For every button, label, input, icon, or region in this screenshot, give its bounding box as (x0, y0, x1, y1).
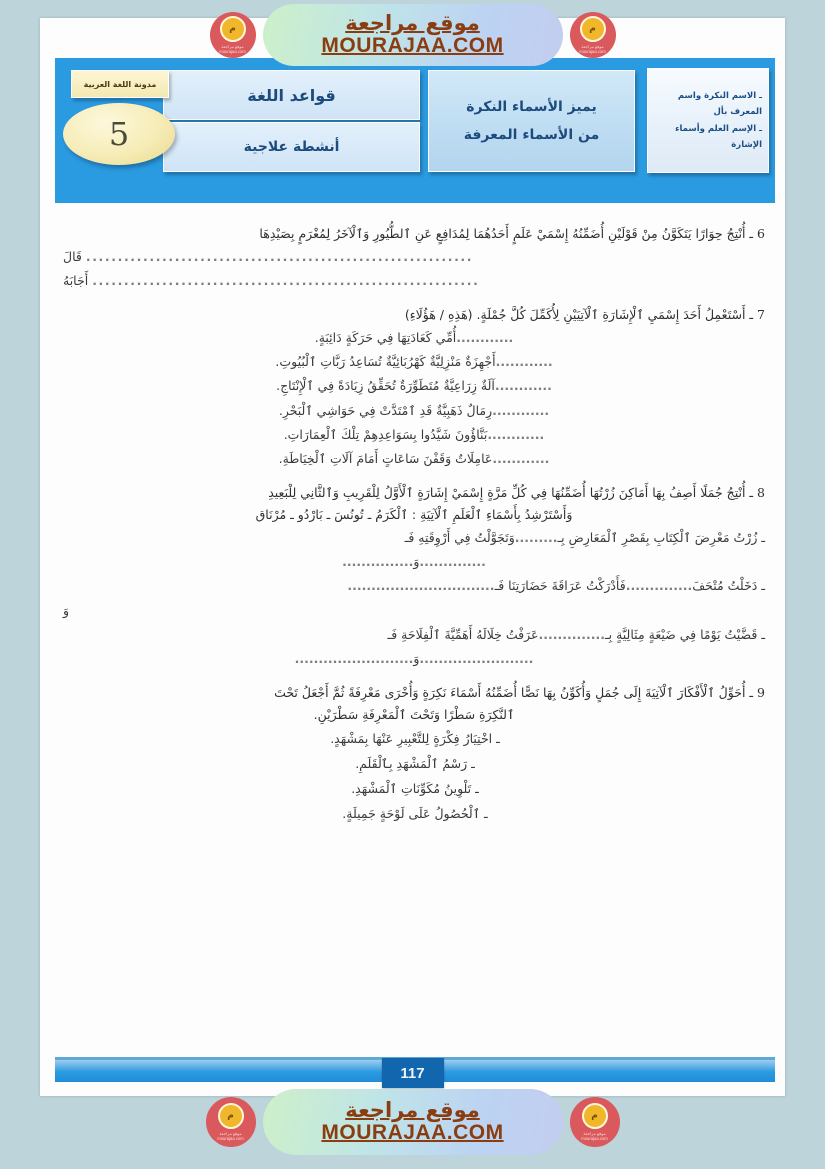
logo-mark: م (591, 1110, 598, 1121)
exercise-8-continuation[interactable] (55, 550, 775, 574)
answer-dots: ............................................................. (85, 248, 474, 264)
exercise-7-item[interactable] (55, 326, 775, 350)
exercise-6-prompt (55, 223, 775, 245)
exercise-9-prompt-2: ٱلنَّكِرَةِ سَطْرًا وَتَحْتَ ٱلْمَعْرِفَةِ سَطْرَيْنِ. (313, 706, 515, 722)
exercise-9-bullet: ـ ٱلْحُصُولُ عَلَى لَوْحَةٍ جَمِيلَةٍ. (342, 805, 488, 821)
sentence-part-b: فَأَدْرَكْتُ عَرَاقَةَ حَضَارَتِنَا فَـ (494, 578, 626, 594)
mourajaa-logo-icon (206, 1097, 256, 1147)
logo-caption: موقع مراجعة mourajaa.com (579, 43, 606, 54)
exercise-6-answer-line-2[interactable] (55, 269, 775, 293)
exercise-6-number: 6 (757, 226, 765, 241)
answer-dots: ......... (514, 529, 558, 545)
exercise-8-continuation[interactable] (55, 647, 775, 671)
exercise-9 (55, 678, 775, 826)
answer-dots: .............. (625, 578, 693, 594)
logo-caption: موقع مراجعة mourajaa.com (217, 1130, 244, 1141)
answer-dots: ............ (456, 329, 514, 345)
conjunction: وَ (413, 553, 420, 569)
header-objective-box (428, 70, 635, 172)
watermark-arabic-text: موقع مراجعة (345, 1098, 480, 1123)
sentence-part-b: وَتَجَوَّلْتُ فِي أَرْوِقَتِهِ فَـ (404, 529, 515, 545)
sentence-part-b: عَرَفْتُ خِلَالَهُ أَهَمِّيَّةَ ٱلْفِلَاحَةِ فَـ (387, 627, 539, 642)
exercise-8 (55, 478, 775, 672)
mourajaa-logo-icon (570, 1097, 620, 1147)
worksheet-header (55, 58, 775, 203)
exercise-9-bullet: ـ رَسْمُ ٱلْمَشْهَدِ بِٱلْقَلَمِ. (355, 755, 475, 771)
logo-ring-icon (582, 1103, 608, 1129)
answer-dots: .............. (538, 627, 605, 642)
exercise-6 (55, 223, 775, 294)
answer-dots: ............ (495, 353, 553, 369)
objective-line-1: يميز الأسماء النكرة (466, 99, 597, 115)
logo-mark: م (227, 1110, 234, 1121)
exercise-7-item[interactable] (55, 423, 775, 447)
answer-dots: ............................................................. (92, 273, 480, 289)
answer-dots: ......................... (294, 651, 414, 667)
exercise-9-bullet: ـ تَلْوِينُ مُكَوِّنَاتِ ٱلْمَشْهَدِ. (351, 780, 479, 796)
exercise-7-prompt-text: ـ أَسْتَعْمِلُ أَحَدَ إِسْمَيِ ٱلْإِشَارَةِ ٱلْآتِيَيْنِ لِأُكَمِّلَ كُلَّ جُمْلَةٍ. (هَذِهِ / هَؤُلَاءِ) (404, 306, 754, 322)
exercise-7-item[interactable] (55, 447, 775, 471)
logo-caption: موقع مراجعة mourajaa.com (219, 43, 246, 54)
exercise-9-prompt (55, 682, 775, 704)
speaker-label-qala: قَالَ (63, 248, 82, 264)
item-text: آلَةٌ زِرَاعِيَّةٌ مُتَطَوِّرَةٌ تُحَقِّقُ زِيَادَةً فِي ٱلْإِنْتَاجِ. (276, 378, 495, 394)
exercise-7-number: 7 (757, 306, 765, 322)
item-text: أُمِّي كَعَادَتِهَا فِي حَرَكَةٍ دَائِبَةٍ. (314, 329, 457, 345)
header-note-1: ـ الاسم النكرة واسم المعرف بأل (677, 91, 762, 118)
logo-caption: موقع مراجعة mourajaa.com (581, 1130, 608, 1141)
conjunction: وَ (413, 651, 420, 667)
logo-mark: م (229, 23, 236, 34)
item-text: أَجْهِزَةٌ مَنْزِلِيَّةٌ كَهْرُبَائِيَّةٌ تُسَاعِدُ رَبَّاتِ ٱلْبُيُوتِ. (275, 353, 496, 369)
logo-mark: م (589, 23, 596, 34)
exercise-9-prompt-text: ـ أُحَوِّلُ ٱلْأَفْكَارَ ٱلْآتِيَةَ إِلَى جُمَلٍ وَأُكَوِّنُ بِهَا نَصًّا أُضَمِّنُهُ أَسْمَاءَ نَكِرَةٍ وَأُخْرَى مَعْرِفَةً ثُمَّ أَجْعَلُ تَحْتَ (274, 684, 754, 700)
logo-ring-icon (218, 1103, 244, 1129)
watermark-arabic-text: موقع مراجعة (345, 11, 480, 36)
speaker-label-ajabahu: أَجَابَهُ (63, 273, 89, 289)
answer-dots: .............. (419, 553, 486, 569)
header-unit-number: 5 (63, 103, 175, 165)
watermark-pill (263, 1089, 563, 1155)
answer-dots: ............ (494, 378, 552, 394)
sentence-part-a: ـ قَضَّيْتُ يَوْمًا فِي ضَيْعَةٍ مِثَالِيَّةٍ بِـ (604, 627, 765, 642)
item-text: بَنَّاؤُونَ شَيَّدُوا بِسَوَاعِدِهِمْ تِلْكَ ٱلْعِمَارَاتِ. (283, 427, 488, 442)
exercise-6-answer-line-1[interactable] (55, 245, 775, 269)
exercise-8-sentence[interactable] (55, 526, 775, 550)
sentence-part-a: ـ زُرْتُ مَعْرِضَ ٱلْكِتَابِ بِقَصْرِ ٱلْمَعَارِضِ بِـ (557, 529, 765, 545)
sentence-part-a: ـ دَخَلْتُ مُتْحَفَ (692, 578, 765, 594)
exercise-7-item[interactable] (55, 374, 775, 398)
exercise-7-prompt (55, 304, 775, 326)
header-book-label: مدونة اللغة العربية (71, 70, 169, 98)
objective-line-2: من الأسماء المعرفة (463, 127, 600, 143)
exercise-8-prompt-text: ـ أُنْتِجُ جُمَلًا أَصِفُ بِهَا أَمَاكِنَ زُرْتُهَا أُضَمِّنُهَا فِي كُلِّ مَرَّةٍ إِسْمَيْ إِشَارَةٍ ٱلْأَوَّلُ لِلْقَرِيبِ وَٱلثَّانِي لِلْبَعِيدِ (268, 484, 754, 500)
answer-dots: ............................... (347, 578, 495, 594)
answer-dots: ............ (492, 402, 550, 418)
exercise-9-bullet: ـ اخْتِيَارُ فِكْرَةٍ لِلتَّعْبِيرِ عَنْهَا بِمَشْهَدٍ. (330, 730, 500, 746)
exercise-body (55, 223, 775, 832)
watermark-site-url: MOURAJAA.COM (321, 34, 504, 57)
worksheet-page (40, 18, 785, 1096)
exercise-8-continuation[interactable] (55, 599, 775, 623)
exercise-8-prompt (55, 482, 775, 504)
answer-dots: ............ (487, 427, 545, 442)
exercise-8-number: 8 (757, 484, 765, 500)
conjunction: وَ (63, 602, 70, 618)
item-text: رِمَالٌ ذَهَبِيَّةٌ قَدِ ٱمْتَدَّتْ فِي حَوَاشِي ٱلْبَحْرِ. (278, 402, 493, 418)
header-notes-box (647, 68, 769, 173)
exercise-9-number: 9 (757, 684, 765, 700)
header-note-2: ـ الإسم العلم وأسماء الإشارة (675, 123, 762, 150)
exercise-7-item[interactable] (55, 350, 775, 374)
exercise-8-prompt-2: وَأَسْتَرْشِدُ بِأَسْمَاءِ ٱلْعَلَمِ ٱلْآتِيَةِ : ٱلْكَرَمُ ـ تُونُسَ ـ بَارْدُو ـ مُرْنَاق (255, 506, 573, 522)
exercise-8-sentence[interactable] (55, 623, 775, 647)
header-activity-box: أنشطة علاجية (163, 122, 420, 172)
header-subject-box: قواعد اللغة (163, 70, 420, 120)
exercise-6-prompt-text: ـ أُنْتِجُ حِوَارًا يَتَكَوَّنُ مِنْ قَوْلَيْنِ أُضَمِّنُهُ إِسْمَيْ عَلَمٍ أَحَدُهُمَا لِمُدَافِعٍ عَنِ ٱلطُّيُورِ وَٱلْآخَرُ لِمُغْرَمٍ بِصَيْدِهَا (259, 226, 754, 241)
exercise-7 (55, 300, 775, 472)
page-number: 117 (382, 1058, 444, 1088)
exercise-8-sentence[interactable] (55, 574, 775, 598)
watermark-site-url: MOURAJAA.COM (321, 1121, 504, 1144)
answer-dots: ............... (342, 553, 414, 569)
exercise-7-item[interactable] (55, 399, 775, 423)
item-text: عَامِلَاتٌ وَقَفْنَ سَاعَاتٍ أَمَامَ آلَاتِ ٱلْخِيَاطَةِ. (278, 451, 493, 467)
answer-dots: ............ (492, 451, 550, 467)
answer-dots: ........................ (419, 651, 534, 667)
